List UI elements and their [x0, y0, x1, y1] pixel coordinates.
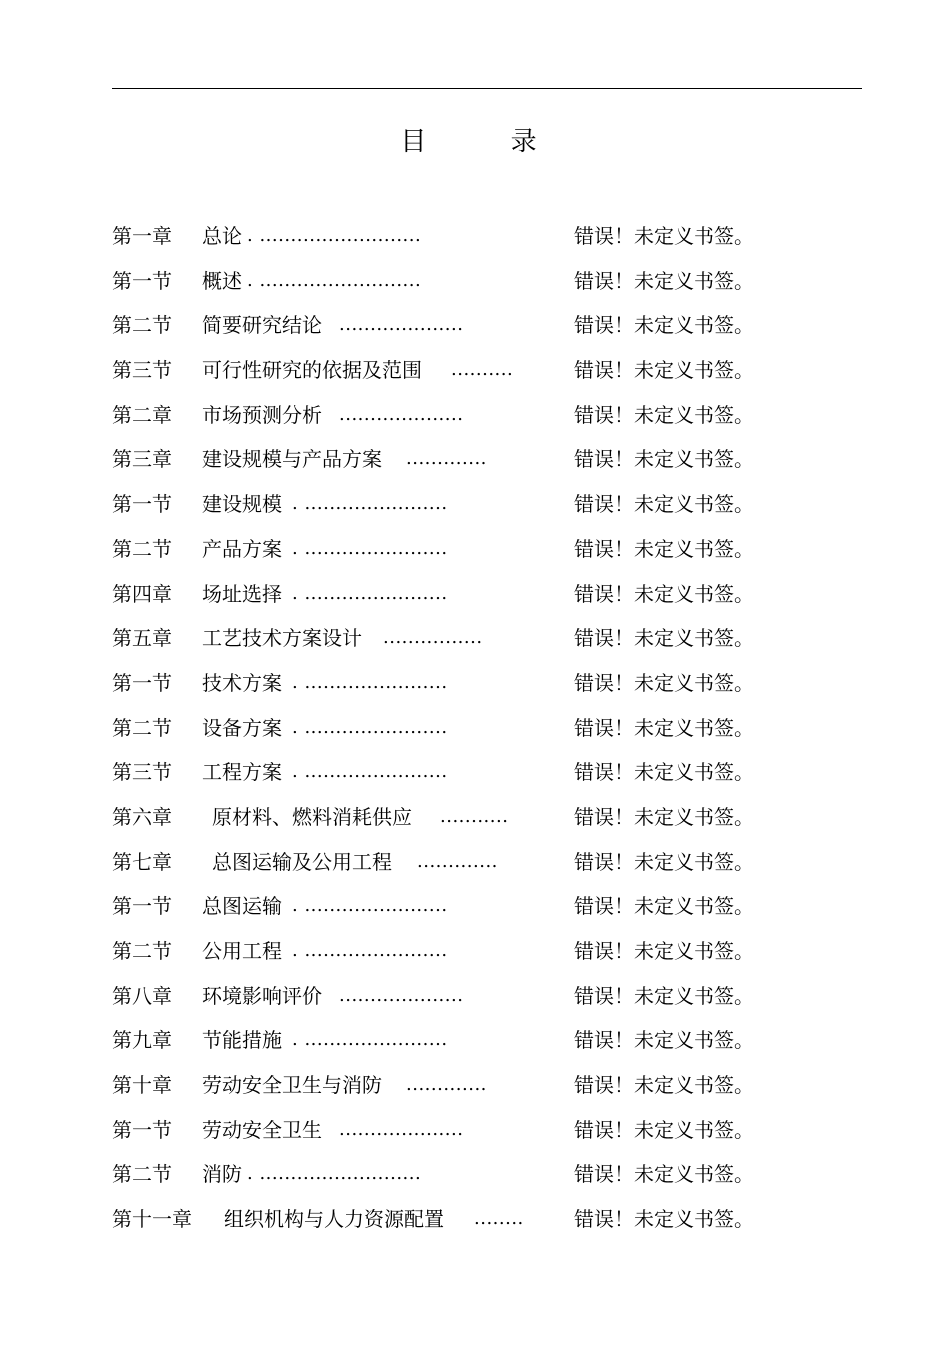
toc-title: 目 录 [400, 127, 575, 157]
toc-entry-number: 第一节 [112, 268, 172, 293]
toc-entry-title: 工艺技术方案设计 [202, 626, 362, 651]
toc-entry[interactable] [112, 661, 812, 706]
toc-entry-leader: ........ [474, 1208, 524, 1230]
toc-entry-title: 总图运输 [202, 894, 282, 919]
toc-entry-page-ref: 错误！未定义书签。 [574, 894, 754, 919]
toc-entry[interactable] [112, 1063, 812, 1108]
toc-entry[interactable] [112, 393, 812, 438]
toc-entry[interactable] [112, 1197, 812, 1242]
toc-entry[interactable] [112, 1018, 812, 1063]
toc-entry-leader: . ....................... [292, 582, 448, 604]
toc-entry-page-ref: 错误！未定义书签。 [574, 447, 754, 472]
toc-entry-page-ref: 错误！未定义书签。 [574, 1162, 754, 1187]
toc-entry-title: 市场预测分析 [202, 402, 322, 427]
toc-entry[interactable] [112, 437, 812, 482]
toc-entry-leader: .................... [339, 314, 464, 336]
toc-entry-page-ref: 错误！未定义书签。 [574, 983, 754, 1008]
toc-entry-leader: . .......................... [247, 225, 422, 246]
toc-entry-title: 可行性研究的依据及范围 [202, 358, 422, 383]
toc-entry-number: 第一节 [112, 1117, 172, 1142]
toc-entry-title: 劳动安全卫生 [202, 1117, 322, 1142]
toc-entry-leader: ............. [406, 448, 487, 470]
toc-entry-leader: ............. [417, 850, 498, 872]
toc-entry-title: 消防 [202, 1162, 242, 1187]
toc-entry[interactable] [112, 795, 812, 840]
toc-entry[interactable] [112, 750, 812, 795]
toc-entry[interactable] [112, 214, 812, 259]
toc-entry-leader: . ....................... [292, 761, 448, 783]
toc-entry-page-ref: 错误！未定义书签。 [574, 581, 754, 606]
toc-entry-leader: .................... [339, 984, 464, 1006]
toc-entry-number: 第七章 [112, 849, 172, 874]
toc-list [112, 214, 812, 1242]
toc-entry-leader: . .......................... [247, 269, 422, 291]
toc-entry-number: 第五章 [112, 626, 172, 651]
toc-entry[interactable] [112, 572, 812, 617]
toc-entry[interactable] [112, 482, 812, 527]
toc-entry-leader: . ....................... [292, 1029, 448, 1051]
toc-entry[interactable] [112, 974, 812, 1019]
toc-entry-number: 第二节 [112, 715, 172, 740]
toc-entry-page-ref: 错误！未定义书签。 [574, 715, 754, 740]
toc-entry-title: 总图运输及公用工程 [212, 849, 392, 874]
toc-entry[interactable] [112, 259, 812, 304]
toc-entry-page-ref: 错误！未定义书签。 [574, 1207, 754, 1232]
toc-entry-number: 第八章 [112, 983, 172, 1008]
toc-entry-leader: . ....................... [292, 537, 448, 559]
toc-entry-number: 第四章 [112, 581, 172, 606]
toc-entry-leader: . ....................... [292, 940, 448, 961]
toc-entry-title: 技术方案 [202, 670, 282, 695]
toc-entry[interactable] [112, 303, 812, 348]
toc-entry-page-ref: 错误！未定义书签。 [574, 224, 754, 248]
toc-entry-leader: .................... [339, 1118, 464, 1140]
toc-entry-number: 第二章 [112, 402, 172, 427]
toc-entry-title: 环境影响评价 [202, 983, 322, 1008]
toc-entry[interactable] [112, 616, 812, 661]
toc-entry-page-ref: 错误！未定义书签。 [574, 268, 754, 293]
toc-entry-leader: ................ [383, 627, 483, 649]
toc-entry-leader: . ....................... [292, 671, 448, 693]
toc-entry-number: 第三节 [112, 760, 172, 785]
toc-entry[interactable] [112, 527, 812, 572]
toc-entry[interactable] [112, 884, 812, 929]
toc-entry-leader: .......... [451, 359, 514, 381]
toc-entry-leader: . ....................... [292, 716, 448, 738]
toc-entry[interactable] [112, 929, 812, 974]
toc-entry-number: 第二节 [112, 536, 172, 561]
toc-entry-number: 第一节 [112, 894, 172, 919]
toc-entry-number: 第三章 [112, 447, 172, 472]
toc-entry-title: 设备方案 [202, 715, 282, 740]
toc-entry-title: 总论 [202, 224, 242, 248]
toc-entry-page-ref: 错误！未定义书签。 [574, 492, 754, 517]
toc-entry-page-ref: 错误！未定义书签。 [574, 804, 754, 829]
toc-entry-number: 第二节 [112, 1162, 172, 1187]
toc-entry-number: 第十一章 [112, 1207, 192, 1232]
toc-entry[interactable] [112, 706, 812, 751]
toc-entry-leader: .................... [339, 403, 464, 425]
toc-entry-leader: . .......................... [247, 1163, 422, 1185]
toc-entry-page-ref: 错误！未定义书签。 [574, 670, 754, 695]
toc-entry-page-ref: 错误！未定义书签。 [574, 1028, 754, 1053]
toc-entry-page-ref: 错误！未定义书签。 [574, 849, 754, 874]
toc-entry[interactable] [112, 840, 812, 885]
toc-entry-title: 组织机构与人力资源配置 [224, 1207, 444, 1232]
toc-entry-title: 简要研究结论 [202, 313, 322, 338]
toc-entry-title: 建设规模 [202, 492, 282, 517]
toc-entry-title: 公用工程 [202, 939, 282, 963]
toc-entry-page-ref: 错误！未定义书签。 [574, 760, 754, 785]
toc-entry-number: 第一节 [112, 670, 172, 695]
toc-entry-number: 第一章 [112, 224, 172, 248]
toc-entry-title: 劳动安全卫生与消防 [202, 1073, 382, 1098]
toc-entry-title: 建设规模与产品方案 [202, 447, 382, 472]
toc-entry-leader: . ....................... [292, 895, 448, 917]
toc-entry-title: 产品方案 [202, 536, 282, 561]
toc-entry-leader: ........... [440, 805, 509, 827]
toc-entry-number: 第六章 [112, 804, 172, 829]
toc-entry-page-ref: 错误！未定义书签。 [574, 313, 754, 338]
toc-entry-page-ref: 错误！未定义书签。 [574, 1117, 754, 1142]
toc-entry-page-ref: 错误！未定义书签。 [574, 1073, 754, 1098]
toc-entry-page-ref: 错误！未定义书签。 [574, 402, 754, 427]
toc-entry-title: 原材料、燃料消耗供应 [212, 804, 412, 829]
toc-entry-number: 第三节 [112, 358, 172, 383]
toc-entry-title: 概述 [202, 268, 242, 293]
toc-entry-number: 第九章 [112, 1028, 172, 1053]
toc-entry-number: 第十章 [112, 1073, 172, 1098]
toc-entry-title: 节能措施 [202, 1028, 282, 1053]
toc-entry-number: 第一节 [112, 492, 172, 517]
header-rule [112, 88, 862, 89]
toc-entry[interactable] [112, 1152, 812, 1197]
toc-entry-page-ref: 错误！未定义书签。 [574, 358, 754, 383]
toc-entry[interactable] [112, 348, 812, 393]
toc-entry-title: 场址选择 [202, 581, 282, 606]
toc-entry-number: 第二节 [112, 939, 172, 963]
toc-entry-page-ref: 错误！未定义书签。 [574, 939, 754, 963]
toc-entry-number: 第二节 [112, 313, 172, 338]
toc-entry-leader: ............. [406, 1074, 487, 1096]
toc-entry-page-ref: 错误！未定义书签。 [574, 626, 754, 651]
toc-entry[interactable] [112, 1108, 812, 1153]
toc-entry-page-ref: 错误！未定义书签。 [574, 536, 754, 561]
toc-entry-leader: . ....................... [292, 493, 448, 515]
toc-entry-title: 工程方案 [202, 760, 282, 785]
